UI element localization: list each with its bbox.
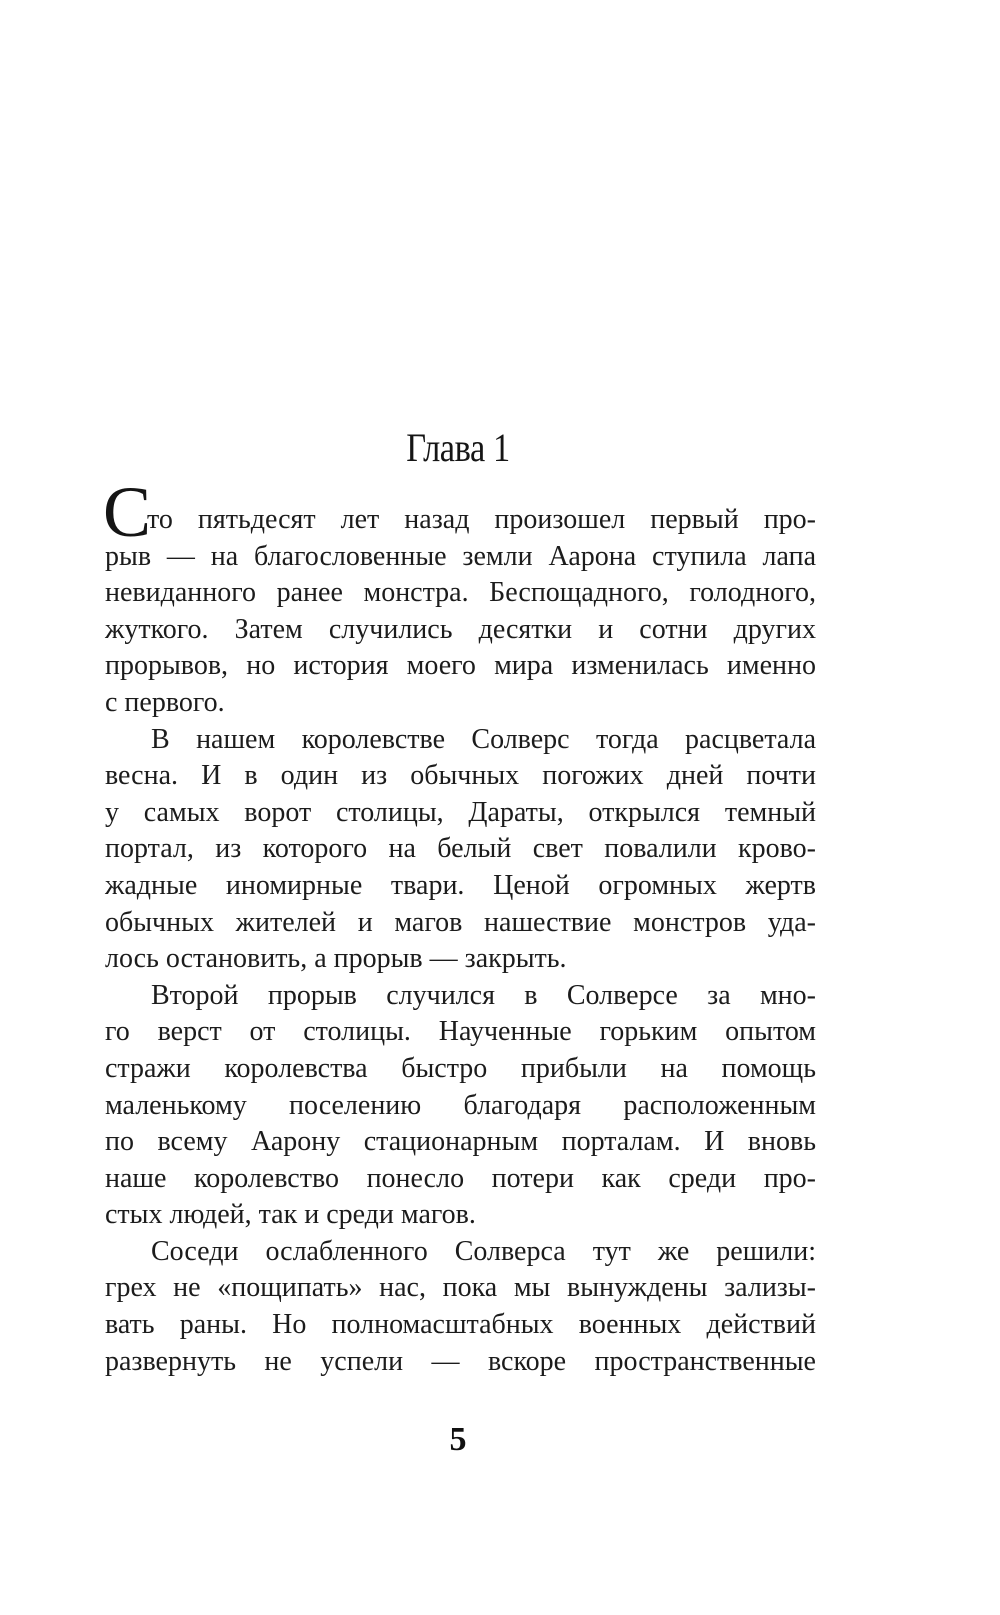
paragraph-line: рыв — на благословенные земли Аарона ступила лапа xyxy=(105,540,816,572)
paragraph-line: весна. И в один из обычных погожих дней почти xyxy=(105,760,816,792)
paragraph-line: маленькому поселению благодаря расположенным xyxy=(105,1089,816,1121)
page-number: 5 xyxy=(449,1421,467,1458)
chapter-body xyxy=(103,472,816,1380)
paragraph-line: портал, из которого на белый свет повалили крово- xyxy=(105,833,816,865)
chapter-title: Глава 1 xyxy=(406,425,510,470)
paragraph-line: наше королевство понесло потери как среди про- xyxy=(105,1162,816,1194)
paragraph-line: с первого. xyxy=(105,686,225,718)
paragraph-line: жадные иномирные твари. Ценой огромных жертв xyxy=(105,869,816,901)
paragraph-line: стых людей, так и среди магов. xyxy=(105,1199,476,1231)
paragraph-line: жуткого. Затем случились десятки и сотни других xyxy=(105,613,816,645)
paragraph-line-text: то пятьдесят лет назад произошел первый про- xyxy=(147,504,816,535)
paragraph-line: лось остановить, а прорыв — закрыть. xyxy=(105,943,567,975)
paragraph-line: прорывов, но история моего мира изменилась именно xyxy=(105,650,816,682)
paragraph-line: Соседи ослабленного Солверса тут же решили: xyxy=(151,1235,816,1267)
paragraph-line: грех не «пощипать» нас, пока мы вынуждены зализы- xyxy=(105,1272,816,1304)
paragraph-line: у самых ворот столицы, Дараты, открылся темный xyxy=(105,796,816,828)
drop-cap: С xyxy=(103,472,152,552)
paragraph-line: Второй прорыв случился в Солверсе за мно- xyxy=(151,979,816,1011)
paragraph-line xyxy=(103,472,816,552)
paragraph-line: стражи королевства быстро прибыли на помощь xyxy=(105,1052,816,1084)
paragraph-line: обычных жителей и магов нашествие монстров уда- xyxy=(105,906,816,938)
paragraph-line: В нашем королевстве Солверс тогда расцветала xyxy=(151,723,816,755)
paragraph-line: развернуть не успели — вскоре пространственные xyxy=(105,1345,816,1377)
paragraph-line: невиданного ранее монстра. Беспощадного, голодного, xyxy=(105,577,816,609)
paragraph-line: вать раны. Но полномасштабных военных действий xyxy=(105,1309,816,1341)
paragraph-line: по всему Аарону стационарным порталам. И вновь xyxy=(105,1126,816,1158)
paragraph-line: го верст от столицы. Наученные горьким опытом xyxy=(105,1016,816,1048)
